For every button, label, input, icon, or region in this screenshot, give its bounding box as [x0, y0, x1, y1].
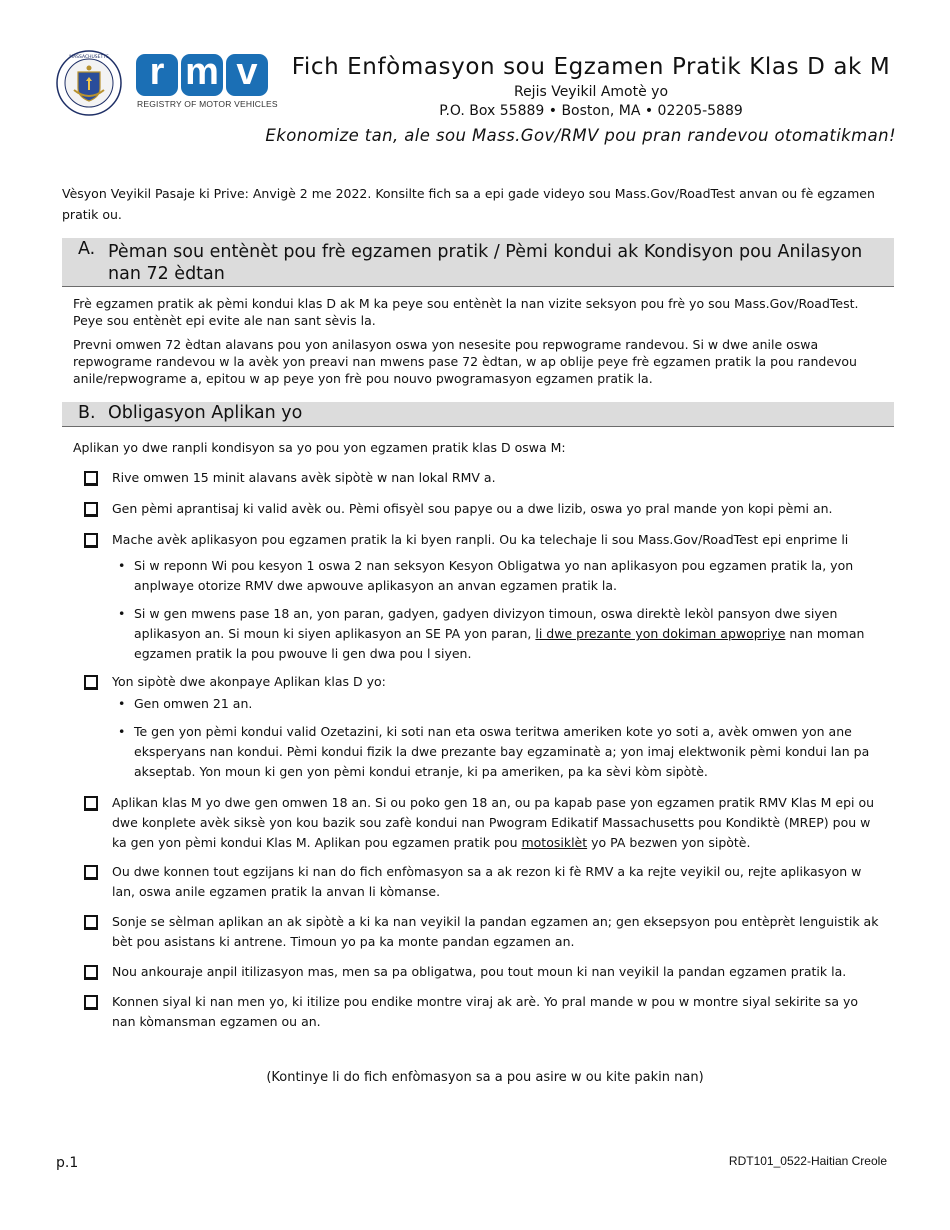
requirement-text: Mache avèk aplikasyon pou egzamen pratik la ki byen ranpli. Ou ka telechaje li sou Mass.Gov/RoadTest epi enprime li [112, 532, 849, 547]
requirement-text-part: yo PA bezwen yon sipòtè. [587, 835, 751, 850]
section-b-lead: Aplikan yo dwe ranpli kondisyon sa yo pou yon egzamen pratik klas D oswa M: [73, 440, 566, 455]
sublist-item [112, 604, 884, 664]
section-a-header [62, 238, 894, 287]
section-b-header [62, 402, 894, 427]
page-number: p.1 [56, 1155, 79, 1171]
requirement-item [84, 962, 884, 982]
sublist-text: nan moman egzamen pratik la pou pwouve li gen dwa pou l siyen. [134, 626, 865, 661]
checkbox-icon [84, 502, 98, 516]
checkbox-icon [84, 471, 98, 485]
agency-address: P.O. Box 55889 • Boston, MA • 02205-5889 [439, 103, 743, 119]
requirement-text: Konnen siyal ki nan men yo, ki itilize pou endike montre viraj ak arè. Yo pral mande w pou w montre siyal sekirite sa yo nan kòmansman egzamen ou an. [112, 994, 858, 1029]
requirement-item [84, 992, 884, 1032]
checkbox-icon [84, 995, 98, 1009]
tagline: Ekonomize tan, ale sou Mass.Gov/RMV pou pran randevou otomatikman! [265, 126, 896, 145]
rmv-logo [136, 51, 278, 109]
logo-subtitle: REGISTRY OF MOTOR VEHICLES [137, 99, 278, 109]
requirement-item [84, 672, 884, 790]
document-title: Fich Enfòmasyon sou Egzamen Pratik Klas D ak M [291, 54, 891, 80]
logo-letter-m: m [181, 54, 223, 96]
section-a-letter: A. [78, 239, 96, 259]
requirement-sublist [84, 694, 884, 782]
agency-name: Rejis Veyikil Amotè yo [513, 84, 669, 100]
requirement-item [84, 862, 884, 902]
requirement-text: Ou dwe konnen tout egzijans ki nan do fich enfòmasyon sa a ak rezon ki fè RMV a ka rejte veyikil ou, rejte aplikasyon w lan, oswa anile egzamen pratik la anvan li kòmanse. [112, 864, 862, 899]
form-id: RDT101_0522-Haitian Creole [728, 1154, 887, 1168]
sublist-item: • Si w reponn Wi pou kesyon 1 oswa 2 nan seksyon Kesyon Obligatwa yo nan aplikasyon pou egzamen pratik la, yon anplwaye otorize RMV dwe apwouve aplikasyon an anvan egzamen pratik la. [112, 556, 884, 596]
section-a-paragraph-1: Frè egzamen pratik ak pèmi kondui klas D ak M ka peye sou entènèt la nan vizite seksyon pou frè yo sou Mass.Gov/RoadTest. Peye sou entènèt epi evite ale nan sant sèvis la. [73, 296, 859, 328]
requirement-text: Gen pèmi aprantisaj ki valid avèk ou. Pèmi ofisyèl sou papye ou a dwe lizib, oswa yo pral mande yon kopi pèmi an. [112, 501, 833, 516]
massachusetts-seal-icon [56, 50, 122, 116]
sublist-item: • Gen omwen 21 an. [112, 694, 884, 714]
requirement-text: Sonje se sèlman aplikan an ak sipòtè a ki ka nan veyikil la pandan egzamen an; gen eksepsyon pou entèprèt lenguistik ak bèt pou asistans ki antrene. Timoun yo pa ka monte pandan egzamen an. [112, 914, 879, 949]
checkbox-icon [84, 865, 98, 879]
checkbox-icon [84, 915, 98, 929]
requirement-item [84, 793, 884, 853]
checkbox-icon [84, 796, 98, 810]
sublist-text: Si w gen mwens pase 18 an, yon paran, gadyen, gadyen divizyon timoun, oswa direktè lekòl pansyon dwe siyen aplikasyon an. Si moun ki siyen aplikasyon an SE PA yon paran, [134, 606, 838, 641]
continue-note: (Kontinye li do fich enfòmasyon sa a pou asire w ou kite pakin nan) [266, 1070, 704, 1085]
underlined-text: li dwe prezante yon dokiman apwopriye [535, 626, 786, 641]
checkbox-icon [84, 533, 98, 547]
document-header [56, 50, 896, 145]
requirement-item [84, 530, 884, 672]
requirement-text: Rive omwen 15 minit alavans avèk sipòtè w nan lokal RMV a. [112, 470, 496, 485]
underlined-text: motosiklèt [521, 835, 588, 850]
requirement-text [112, 793, 884, 853]
requirement-text-part: Aplikan klas M yo dwe gen omwen 18 an. Si ou poko gen 18 an, ou pa kapab pase yon egzamen pratik RMV Klas M epi ou dwe konplete avèk siksè yon kou bazik sou zafè kondui nan Pwogram Edikatif Massachusetts pou Kondiktè (MREP) pou w ka gen yon pèmi kondui Klas M. Aplikan pou egzamen pratik pou [112, 795, 875, 850]
section-b-letter: B. [78, 403, 96, 423]
requirement-text: Yon sipòtè dwe akonpaye Aplikan klas D yo: [112, 674, 386, 689]
sublist-item: • Te gen yon pèmi kondui valid Ozetazini, ki soti nan eta oswa teritwa ameriken kote yo soti a, avèk omwen yon ane eksperyans nan kondui. Pèmi kondui fizik la dwe prezante bay egzaminatè a; yon imaj elektwonik pèmi kondui lan pa akseptab. Yon moun ki gen yon pèmi kondui etranje, ki pa ameriken, pa ka sèvi kòm sipòtè. [112, 722, 884, 782]
requirement-item [84, 499, 884, 519]
seal-lettering: MASSACHUSETTS [69, 55, 109, 60]
checkbox-icon [84, 965, 98, 979]
section-b-title: Obligasyon Aplikan yo [108, 403, 303, 423]
requirement-text: Nou ankouraje anpil itilizasyon mas, men sa pa obligatwa, pou tout moun ki nan veyikil la pandan egzamen pratik la. [112, 964, 847, 979]
logo-letter-r: r [136, 54, 178, 96]
section-a-paragraph-2: Prevni omwen 72 èdtan alavans pou yon anilasyon oswa yon nesesite pou repwograme randevou. Si w dwe anile oswa repwograme randevou w la avèk yon preavi nan mwens pase 72 èdtan, w ap oblije peye frè egzamen pratik la pou randevou anile/repwograme a, epitou w ap peye yon frè pou nouvo pwogramasyon egzamen pratik la. [73, 337, 857, 386]
logo-letter-v: v [226, 54, 268, 96]
title-block [286, 54, 896, 119]
requirement-item [84, 912, 884, 952]
requirement-sublist [84, 556, 884, 664]
requirement-item [84, 468, 884, 488]
version-note: Vèsyon Veyikil Pasaje ki Prive: Anvigè 2 me 2022. Konsilte fich sa a epi gade videyo sou Mass.Gov/RoadTest anvan ou fè egzamen pratik ou. [62, 186, 875, 222]
section-a-title: Pèman sou entènèt pou frè egzamen pratik / Pèmi kondui ak Kondisyon pou Anilasyon nan 72 èdtan [108, 242, 863, 284]
checkbox-icon [84, 675, 98, 689]
